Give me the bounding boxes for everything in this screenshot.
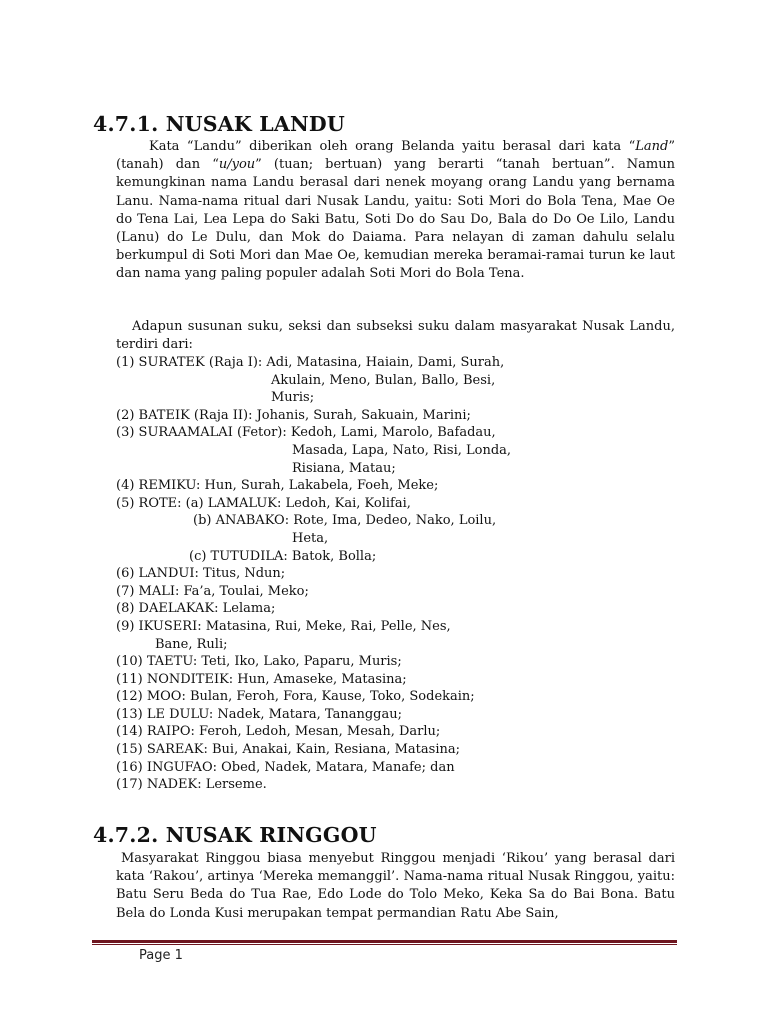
list-item-continuation: Bane, Ruli;: [155, 636, 228, 652]
list-item-subsection: (b) ANABAKO: Rote, Ima, Dedeo, Nako, Loilu,: [193, 513, 497, 529]
list-item: (15) SAREAK: Bui, Anakai, Kain, Resiana, Matasina;: [116, 742, 460, 758]
footer-rule-thick: [92, 940, 677, 943]
list-item: (13) LE DULU: Nadek, Matara, Tananggau;: [116, 706, 402, 722]
list-item-continuation: Masada, Lapa, Nato, Risi, Londa,: [292, 442, 512, 458]
italic-term-land: Land: [635, 139, 669, 154]
list-item: (17) NADEK: Lerseme.: [116, 777, 267, 793]
list-item-continuation: Heta,: [292, 530, 329, 546]
list-item: (16) INGUFAO: Obed, Nadek, Matara, Manafe; dan: [116, 759, 455, 775]
list-item: (3) SURAAMALAI (Fetor): Kedoh, Lami, Marolo, Bafadau,: [116, 425, 496, 441]
list-item: (10) TAETU: Teti, Iko, Lako, Paparu, Muris;: [116, 654, 402, 670]
text-run: ” (tuan; bertuan) yang berarti “tanah bertuan”. Namun kemungkinan nama Landu berasal dari nenek moyang orang Landu yang bernama Lanu. Nama-nama ritual dari Nusak Landu, yaitu: Soti Mori do Bola Tena, Mae Oe do Tena Lai, Lea Lepa do Saki Batu, Soti Do do Sau Do, Bala do Do Oe Lilo, Landu (Lanu) do Le Dulu, dan Mok do Daiama. Para nelayan di zaman dahulu selalu berkumpul di Soti Mori dan Mae Oe, kemudian mereka beramai-ramai turun ke laut dan nama yang paling populer adalah Soti Mori do Bola Tena.: [116, 157, 675, 282]
text-run: ” (tanah) dan “: [116, 139, 675, 173]
footer-rule-thin: [92, 944, 677, 945]
list-item: (9) IKUSERI: Matasina, Rui, Meke, Rai, Pelle, Nes,: [116, 618, 451, 634]
paragraph-landu-origin: [116, 138, 675, 284]
list-item-continuation: Muris;: [271, 390, 315, 406]
paragraph-ringgou-origin: Masyarakat Ringgou biasa menyebut Ringgou menjadi ‘Rikou’ yang berasal dari kata ‘Rakou’, artinya ‘Mereka memanggil’. Nama-nama ritual Nusak Ringgou, yaitu: Batu Seru Beda do Tua Rae, Edo Lode do Tolo Meko, Keka Sa do Bai Bona. Batu Bela do Londa Kusi merupakan tempat permandian Ratu Abe Sain,: [116, 851, 675, 921]
list-item-subsection: (c) TUTUDILA: Batok, Bolla;: [189, 548, 377, 564]
list-item: (5) ROTE: (a) LAMALUK: Ledoh, Kai, Kolifai,: [116, 495, 411, 511]
list-item: (12) MOO: Bulan, Feroh, Fora, Kause, Toko, Sodekain;: [116, 689, 475, 705]
list-item: (4) REMIKU: Hun, Surah, Lakabela, Foeh, Meke;: [116, 478, 439, 494]
list-item: (14) RAIPO: Feroh, Ledoh, Mesan, Mesah, Darlu;: [116, 724, 441, 740]
page-number: Page 1: [139, 948, 183, 963]
italic-term-uyou: u/you: [218, 157, 256, 173]
paragraph-susunan-suku: Adapun susunan suku, seksi dan subseksi suku dalam masyarakat Nusak Landu, terdiri dari:: [116, 319, 675, 353]
list-item: (8) DAELAKAK: Lelama;: [116, 601, 276, 617]
list-item: (2) BATEIK (Raja II): Johanis, Surah, Sakuain, Marini;: [116, 407, 471, 423]
list-item: (11) NONDITEIK: Hun, Amaseke, Matasina;: [116, 671, 407, 687]
suku-list: [116, 354, 511, 794]
section-heading-nusak-ringgou: 4.7.2. NUSAK RINGGOU: [93, 823, 377, 847]
text-run: Kata “Landu” diberikan oleh orang Belanda yaitu berasal dari kata “: [149, 139, 636, 154]
list-item: (1) SURATEK (Raja I): Adi, Matasina, Haiain, Dami, Surah,: [116, 355, 505, 370]
list-item-continuation: Akulain, Meno, Bulan, Ballo, Besi,: [271, 372, 496, 388]
list-item: (7) MALI: Fa’a, Toulai, Meko;: [116, 583, 309, 599]
section-heading-nusak-landu: 4.7.1. NUSAK LANDU: [93, 112, 345, 136]
list-item: (6) LANDUI: Titus, Ndun;: [116, 566, 286, 582]
list-item-continuation: Risiana, Matau;: [292, 460, 396, 476]
